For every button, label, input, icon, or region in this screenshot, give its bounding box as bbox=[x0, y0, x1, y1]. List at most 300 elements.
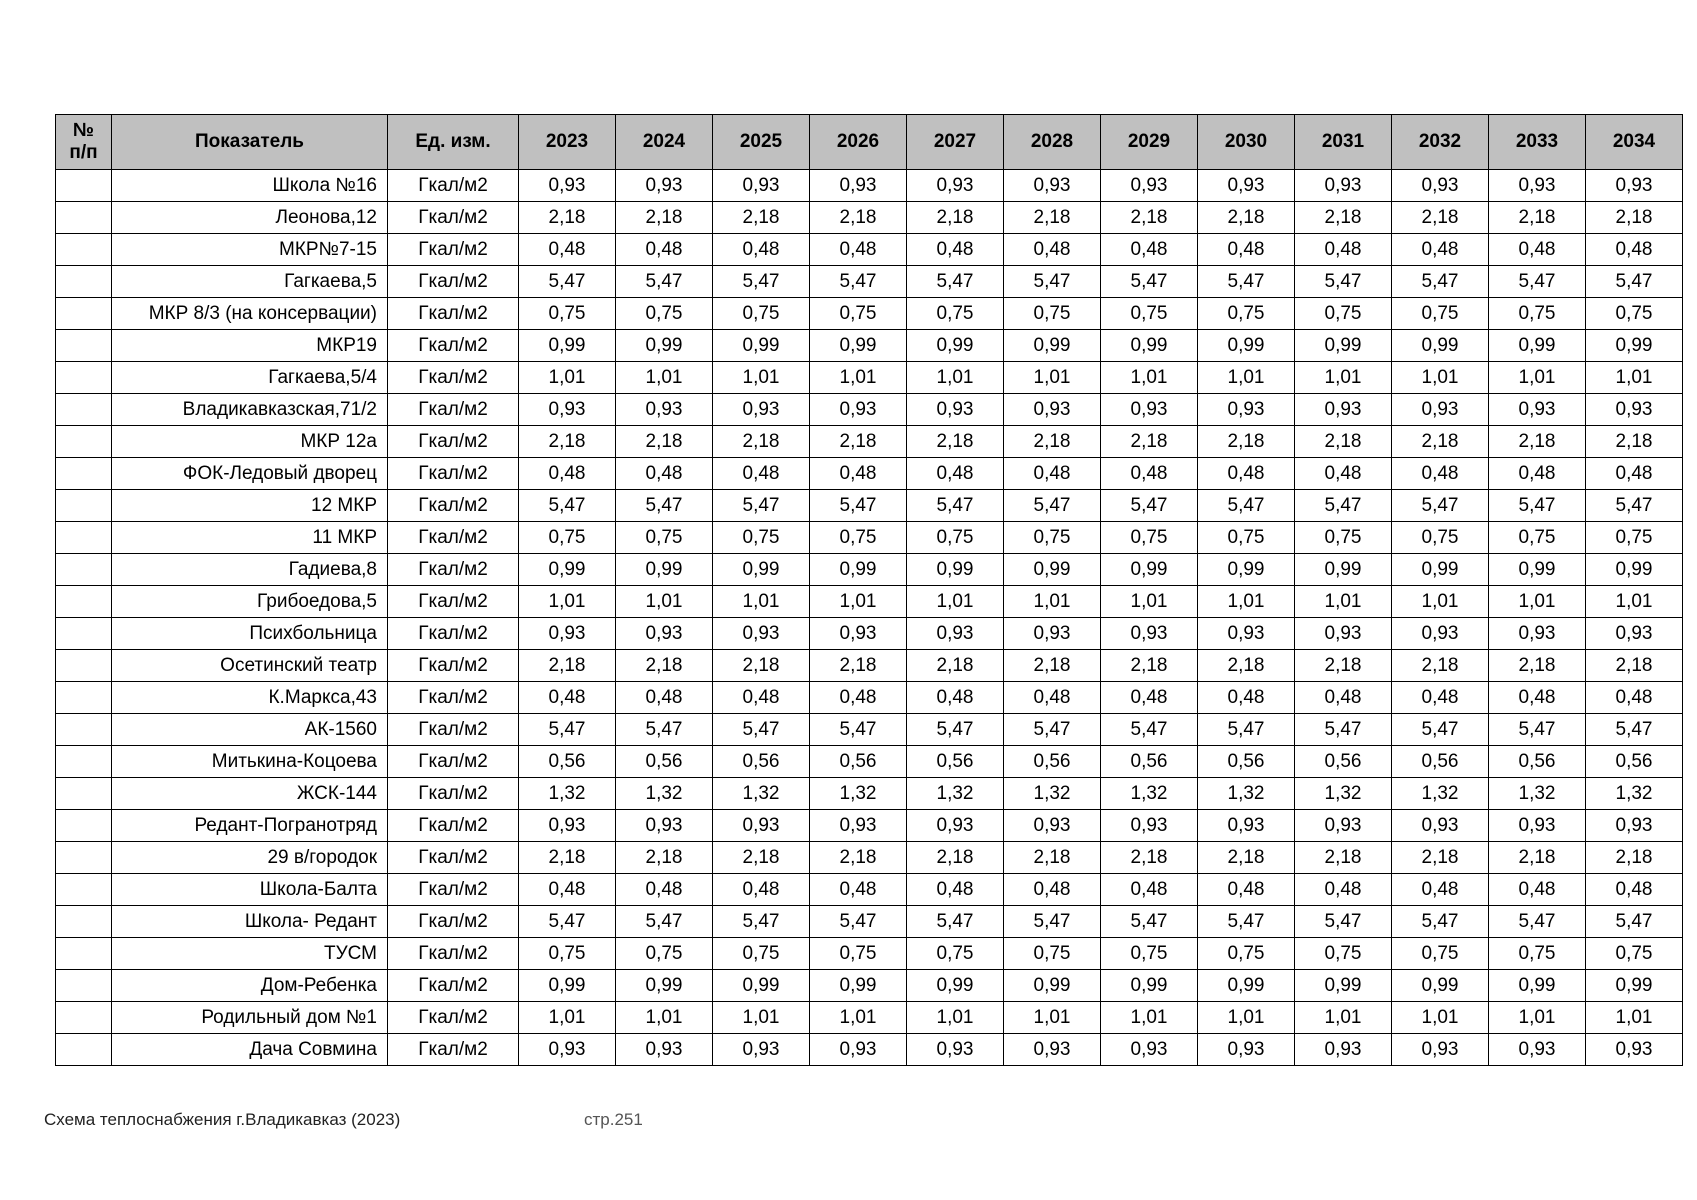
value-cell: 2,18 bbox=[713, 202, 810, 234]
value-cell: 2,18 bbox=[1101, 202, 1198, 234]
value-cell: 0,75 bbox=[1101, 522, 1198, 554]
unit-cell: Гкал/м2 bbox=[388, 682, 519, 714]
indicator-name-cell: ТУСМ bbox=[112, 938, 388, 970]
unit-cell: Гкал/м2 bbox=[388, 938, 519, 970]
value-cell: 2,18 bbox=[810, 202, 907, 234]
value-cell: 1,32 bbox=[1586, 778, 1683, 810]
value-cell: 0,93 bbox=[1198, 394, 1295, 426]
header-year: 2033 bbox=[1489, 115, 1586, 170]
indicator-name-cell: ФОК-Ледовый дворец bbox=[112, 458, 388, 490]
indicator-name-cell: МКР 8/3 (на консервации) bbox=[112, 298, 388, 330]
row-number-cell bbox=[56, 778, 112, 810]
unit-cell: Гкал/м2 bbox=[388, 1002, 519, 1034]
value-cell: 0,93 bbox=[1198, 170, 1295, 202]
value-cell: 0,93 bbox=[907, 394, 1004, 426]
value-cell: 0,93 bbox=[907, 170, 1004, 202]
value-cell: 2,18 bbox=[1101, 650, 1198, 682]
header-indicator: Показатель bbox=[112, 115, 388, 170]
value-cell: 0,99 bbox=[1004, 330, 1101, 362]
value-cell: 5,47 bbox=[1101, 266, 1198, 298]
indicator-name-cell: МКР19 bbox=[112, 330, 388, 362]
value-cell: 0,93 bbox=[1392, 170, 1489, 202]
value-cell: 0,48 bbox=[1489, 458, 1586, 490]
value-cell: 2,18 bbox=[907, 842, 1004, 874]
value-cell: 1,32 bbox=[907, 778, 1004, 810]
value-cell: 0,75 bbox=[907, 522, 1004, 554]
value-cell: 0,93 bbox=[519, 394, 616, 426]
value-cell: 0,93 bbox=[1198, 1034, 1295, 1066]
value-cell: 5,47 bbox=[1101, 490, 1198, 522]
unit-cell: Гкал/м2 bbox=[388, 650, 519, 682]
indicator-name-cell: Школа №16 bbox=[112, 170, 388, 202]
row-number-cell bbox=[56, 650, 112, 682]
value-cell: 0,99 bbox=[810, 970, 907, 1002]
row-number-cell bbox=[56, 554, 112, 586]
value-cell: 1,01 bbox=[1295, 1002, 1392, 1034]
value-cell: 1,01 bbox=[1489, 362, 1586, 394]
value-cell: 0,93 bbox=[1586, 618, 1683, 650]
value-cell: 2,18 bbox=[713, 842, 810, 874]
value-cell: 0,75 bbox=[1101, 298, 1198, 330]
value-cell: 0,99 bbox=[1295, 554, 1392, 586]
value-cell: 1,01 bbox=[810, 362, 907, 394]
value-cell: 0,99 bbox=[1295, 330, 1392, 362]
value-cell: 2,18 bbox=[1004, 650, 1101, 682]
value-cell: 0,75 bbox=[1489, 522, 1586, 554]
value-cell: 1,32 bbox=[1101, 778, 1198, 810]
value-cell: 5,47 bbox=[907, 266, 1004, 298]
value-cell: 0,48 bbox=[907, 874, 1004, 906]
value-cell: 0,93 bbox=[1392, 394, 1489, 426]
row-number-cell bbox=[56, 426, 112, 458]
value-cell: 2,18 bbox=[810, 426, 907, 458]
footer-document-title: Схема теплоснабжения г.Владикавказ (2023) bbox=[44, 1110, 401, 1129]
value-cell: 0,99 bbox=[1004, 970, 1101, 1002]
value-cell: 2,18 bbox=[1004, 426, 1101, 458]
value-cell: 5,47 bbox=[616, 490, 713, 522]
value-cell: 1,01 bbox=[713, 586, 810, 618]
row-number-cell bbox=[56, 170, 112, 202]
value-cell: 0,93 bbox=[616, 394, 713, 426]
value-cell: 0,75 bbox=[1586, 938, 1683, 970]
value-cell: 0,56 bbox=[1198, 746, 1295, 778]
table-row bbox=[56, 938, 1683, 970]
value-cell: 0,75 bbox=[907, 938, 1004, 970]
value-cell: 0,75 bbox=[1101, 938, 1198, 970]
value-cell: 0,93 bbox=[1586, 1034, 1683, 1066]
value-cell: 5,47 bbox=[810, 714, 907, 746]
value-cell: 5,47 bbox=[713, 490, 810, 522]
value-cell: 2,18 bbox=[1101, 842, 1198, 874]
header-year: 2027 bbox=[907, 115, 1004, 170]
value-cell: 1,01 bbox=[616, 586, 713, 618]
indicator-name-cell: Редант-Погранотряд bbox=[112, 810, 388, 842]
unit-cell: Гкал/м2 bbox=[388, 874, 519, 906]
value-cell: 2,18 bbox=[616, 842, 713, 874]
value-cell: 2,18 bbox=[519, 842, 616, 874]
value-cell: 2,18 bbox=[907, 202, 1004, 234]
value-cell: 0,75 bbox=[616, 938, 713, 970]
unit-cell: Гкал/м2 bbox=[388, 970, 519, 1002]
value-cell: 1,32 bbox=[713, 778, 810, 810]
value-cell: 5,47 bbox=[1489, 266, 1586, 298]
value-cell: 2,18 bbox=[616, 650, 713, 682]
value-cell: 5,47 bbox=[1004, 490, 1101, 522]
value-cell: 0,99 bbox=[1392, 330, 1489, 362]
indicator-name-cell: МКР№7-15 bbox=[112, 234, 388, 266]
value-cell: 0,75 bbox=[1586, 298, 1683, 330]
value-cell: 0,99 bbox=[1489, 970, 1586, 1002]
value-cell: 0,93 bbox=[810, 1034, 907, 1066]
table-row bbox=[56, 426, 1683, 458]
indicator-name-cell: Гадиева,8 bbox=[112, 554, 388, 586]
row-number-cell bbox=[56, 298, 112, 330]
value-cell: 0,56 bbox=[1101, 746, 1198, 778]
value-cell: 0,93 bbox=[713, 170, 810, 202]
unit-cell: Гкал/м2 bbox=[388, 586, 519, 618]
value-cell: 0,93 bbox=[810, 170, 907, 202]
header-year: 2032 bbox=[1392, 115, 1489, 170]
value-cell: 0,48 bbox=[519, 682, 616, 714]
value-cell: 0,75 bbox=[519, 938, 616, 970]
row-number-cell bbox=[56, 234, 112, 266]
value-cell: 0,48 bbox=[1198, 682, 1295, 714]
row-number-cell bbox=[56, 1002, 112, 1034]
unit-cell: Гкал/м2 bbox=[388, 394, 519, 426]
value-cell: 0,48 bbox=[810, 874, 907, 906]
value-cell: 0,48 bbox=[713, 234, 810, 266]
value-cell: 1,01 bbox=[1295, 586, 1392, 618]
value-cell: 0,75 bbox=[810, 938, 907, 970]
value-cell: 0,93 bbox=[1101, 1034, 1198, 1066]
value-cell: 5,47 bbox=[1295, 490, 1392, 522]
unit-cell: Гкал/м2 bbox=[388, 266, 519, 298]
indicator-name-cell: АК-1560 bbox=[112, 714, 388, 746]
value-cell: 0,93 bbox=[519, 1034, 616, 1066]
value-cell: 0,56 bbox=[616, 746, 713, 778]
value-cell: 5,47 bbox=[616, 266, 713, 298]
value-cell: 0,56 bbox=[519, 746, 616, 778]
unit-cell: Гкал/м2 bbox=[388, 170, 519, 202]
header-year: 2026 bbox=[810, 115, 907, 170]
value-cell: 1,01 bbox=[519, 586, 616, 618]
indicator-name-cell: Митькина-Коцоева bbox=[112, 746, 388, 778]
row-number-cell bbox=[56, 842, 112, 874]
value-cell: 0,93 bbox=[810, 810, 907, 842]
value-cell: 2,18 bbox=[907, 426, 1004, 458]
value-cell: 0,48 bbox=[1586, 874, 1683, 906]
value-cell: 0,48 bbox=[1101, 458, 1198, 490]
value-cell: 0,93 bbox=[1101, 810, 1198, 842]
indicator-name-cell: Гагкаева,5/4 bbox=[112, 362, 388, 394]
value-cell: 2,18 bbox=[1489, 426, 1586, 458]
value-cell: 2,18 bbox=[1198, 842, 1295, 874]
value-cell: 2,18 bbox=[1586, 650, 1683, 682]
value-cell: 1,01 bbox=[1101, 362, 1198, 394]
value-cell: 0,75 bbox=[713, 938, 810, 970]
value-cell: 0,48 bbox=[713, 682, 810, 714]
value-cell: 0,99 bbox=[1101, 330, 1198, 362]
row-number-cell bbox=[56, 266, 112, 298]
value-cell: 5,47 bbox=[810, 906, 907, 938]
value-cell: 0,93 bbox=[1101, 170, 1198, 202]
unit-cell: Гкал/м2 bbox=[388, 746, 519, 778]
value-cell: 0,75 bbox=[713, 298, 810, 330]
value-cell: 0,99 bbox=[1004, 554, 1101, 586]
value-cell: 0,99 bbox=[1586, 970, 1683, 1002]
value-cell: 2,18 bbox=[1295, 426, 1392, 458]
value-cell: 0,75 bbox=[1198, 298, 1295, 330]
value-cell: 5,47 bbox=[1295, 714, 1392, 746]
indicator-name-cell: Дача Совмина bbox=[112, 1034, 388, 1066]
row-number-cell bbox=[56, 874, 112, 906]
table-row bbox=[56, 490, 1683, 522]
table-row bbox=[56, 906, 1683, 938]
value-cell: 0,48 bbox=[810, 458, 907, 490]
value-cell: 0,99 bbox=[1392, 970, 1489, 1002]
value-cell: 0,93 bbox=[1489, 618, 1586, 650]
value-cell: 0,75 bbox=[1392, 522, 1489, 554]
value-cell: 5,47 bbox=[616, 714, 713, 746]
unit-cell: Гкал/м2 bbox=[388, 906, 519, 938]
value-cell: 0,93 bbox=[1101, 618, 1198, 650]
row-number-cell bbox=[56, 618, 112, 650]
value-cell: 5,47 bbox=[1198, 266, 1295, 298]
unit-cell: Гкал/м2 bbox=[388, 490, 519, 522]
value-cell: 0,99 bbox=[1586, 330, 1683, 362]
row-number-cell bbox=[56, 202, 112, 234]
value-cell: 5,47 bbox=[1392, 490, 1489, 522]
value-cell: 1,01 bbox=[616, 1002, 713, 1034]
value-cell: 0,48 bbox=[1101, 874, 1198, 906]
value-cell: 1,01 bbox=[1489, 586, 1586, 618]
value-cell: 5,47 bbox=[713, 266, 810, 298]
header-year: 2024 bbox=[616, 115, 713, 170]
value-cell: 0,93 bbox=[713, 394, 810, 426]
value-cell: 5,47 bbox=[907, 714, 1004, 746]
table-row bbox=[56, 394, 1683, 426]
value-cell: 0,56 bbox=[1489, 746, 1586, 778]
value-cell: 0,48 bbox=[616, 874, 713, 906]
value-cell: 0,93 bbox=[907, 1034, 1004, 1066]
value-cell: 0,48 bbox=[1004, 234, 1101, 266]
value-cell: 0,56 bbox=[1004, 746, 1101, 778]
header-unit: Ед. изм. bbox=[388, 115, 519, 170]
value-cell: 2,18 bbox=[1586, 426, 1683, 458]
row-number-cell bbox=[56, 362, 112, 394]
value-cell: 1,01 bbox=[1198, 362, 1295, 394]
value-cell: 0,93 bbox=[616, 810, 713, 842]
indicator-name-cell: Психбольница bbox=[112, 618, 388, 650]
value-cell: 0,93 bbox=[907, 810, 1004, 842]
header-year: 2029 bbox=[1101, 115, 1198, 170]
value-cell: 0,93 bbox=[616, 170, 713, 202]
value-cell: 0,48 bbox=[1489, 874, 1586, 906]
value-cell: 0,93 bbox=[616, 1034, 713, 1066]
value-cell: 2,18 bbox=[1295, 202, 1392, 234]
row-number-cell bbox=[56, 906, 112, 938]
table-row bbox=[56, 618, 1683, 650]
value-cell: 5,47 bbox=[1489, 490, 1586, 522]
header-num: № п/п bbox=[56, 115, 112, 170]
value-cell: 0,93 bbox=[519, 810, 616, 842]
value-cell: 0,99 bbox=[519, 330, 616, 362]
unit-cell: Гкал/м2 bbox=[388, 778, 519, 810]
value-cell: 0,75 bbox=[1392, 938, 1489, 970]
value-cell: 0,93 bbox=[519, 618, 616, 650]
value-cell: 0,48 bbox=[1295, 234, 1392, 266]
value-cell: 5,47 bbox=[519, 714, 616, 746]
value-cell: 5,47 bbox=[1586, 490, 1683, 522]
value-cell: 5,47 bbox=[519, 906, 616, 938]
value-cell: 0,48 bbox=[713, 458, 810, 490]
value-cell: 5,47 bbox=[810, 266, 907, 298]
value-cell: 0,93 bbox=[1489, 1034, 1586, 1066]
indicator-name-cell: 12 МКР bbox=[112, 490, 388, 522]
value-cell: 0,75 bbox=[1586, 522, 1683, 554]
value-cell: 0,48 bbox=[616, 682, 713, 714]
value-cell: 0,56 bbox=[907, 746, 1004, 778]
value-cell: 0,99 bbox=[1586, 554, 1683, 586]
value-cell: 0,75 bbox=[907, 298, 1004, 330]
indicator-name-cell: Осетинский театр bbox=[112, 650, 388, 682]
value-cell: 0,48 bbox=[810, 682, 907, 714]
value-cell: 0,48 bbox=[1004, 874, 1101, 906]
value-cell: 2,18 bbox=[1392, 650, 1489, 682]
value-cell: 0,48 bbox=[1004, 458, 1101, 490]
value-cell: 0,48 bbox=[1101, 682, 1198, 714]
value-cell: 5,47 bbox=[1198, 490, 1295, 522]
value-cell: 1,01 bbox=[1198, 586, 1295, 618]
value-cell: 0,99 bbox=[810, 330, 907, 362]
row-number-cell bbox=[56, 522, 112, 554]
value-cell: 0,93 bbox=[1004, 170, 1101, 202]
value-cell: 0,75 bbox=[1004, 298, 1101, 330]
value-cell: 0,48 bbox=[1392, 234, 1489, 266]
value-cell: 0,48 bbox=[1198, 458, 1295, 490]
value-cell: 1,01 bbox=[519, 1002, 616, 1034]
value-cell: 0,48 bbox=[1489, 682, 1586, 714]
table-row bbox=[56, 202, 1683, 234]
value-cell: 1,01 bbox=[1586, 586, 1683, 618]
table-row bbox=[56, 714, 1683, 746]
unit-cell: Гкал/м2 bbox=[388, 234, 519, 266]
value-cell: 0,99 bbox=[713, 554, 810, 586]
value-cell: 0,48 bbox=[1198, 874, 1295, 906]
value-cell: 0,99 bbox=[519, 554, 616, 586]
value-cell: 2,18 bbox=[1586, 202, 1683, 234]
indicator-name-cell: Гагкаева,5 bbox=[112, 266, 388, 298]
value-cell: 1,01 bbox=[907, 586, 1004, 618]
table-row bbox=[56, 266, 1683, 298]
value-cell: 0,93 bbox=[1004, 394, 1101, 426]
value-cell: 2,18 bbox=[1586, 842, 1683, 874]
value-cell: 0,75 bbox=[1489, 298, 1586, 330]
value-cell: 0,75 bbox=[713, 522, 810, 554]
table-row bbox=[56, 842, 1683, 874]
indicator-name-cell: Дом-Ребенка bbox=[112, 970, 388, 1002]
value-cell: 1,01 bbox=[1586, 1002, 1683, 1034]
value-cell: 5,47 bbox=[907, 906, 1004, 938]
table-row bbox=[56, 234, 1683, 266]
table-row bbox=[56, 458, 1683, 490]
value-cell: 5,47 bbox=[1295, 906, 1392, 938]
value-cell: 0,93 bbox=[1295, 394, 1392, 426]
value-cell: 0,48 bbox=[1392, 874, 1489, 906]
table-row bbox=[56, 1034, 1683, 1066]
value-cell: 0,48 bbox=[1004, 682, 1101, 714]
value-cell: 0,75 bbox=[1295, 522, 1392, 554]
value-cell: 0,99 bbox=[1101, 554, 1198, 586]
value-cell: 0,93 bbox=[1392, 1034, 1489, 1066]
value-cell: 5,47 bbox=[1586, 906, 1683, 938]
value-cell: 1,32 bbox=[1295, 778, 1392, 810]
indicator-name-cell: Школа- Редант bbox=[112, 906, 388, 938]
value-cell: 0,93 bbox=[1489, 394, 1586, 426]
row-number-cell bbox=[56, 970, 112, 1002]
value-cell: 0,75 bbox=[1198, 522, 1295, 554]
value-cell: 1,32 bbox=[1004, 778, 1101, 810]
table-row bbox=[56, 970, 1683, 1002]
heat-indicator-table bbox=[55, 114, 1683, 1066]
value-cell: 0,99 bbox=[713, 330, 810, 362]
value-cell: 5,47 bbox=[1101, 906, 1198, 938]
value-cell: 0,75 bbox=[1295, 938, 1392, 970]
value-cell: 5,47 bbox=[1489, 906, 1586, 938]
value-cell: 2,18 bbox=[1004, 202, 1101, 234]
value-cell: 0,99 bbox=[1489, 554, 1586, 586]
value-cell: 0,75 bbox=[1004, 938, 1101, 970]
value-cell: 5,47 bbox=[810, 490, 907, 522]
value-cell: 0,75 bbox=[1004, 522, 1101, 554]
value-cell: 0,48 bbox=[1392, 458, 1489, 490]
value-cell: 1,01 bbox=[907, 362, 1004, 394]
value-cell: 5,47 bbox=[1586, 714, 1683, 746]
table-row bbox=[56, 298, 1683, 330]
value-cell: 0,93 bbox=[810, 394, 907, 426]
value-cell: 0,93 bbox=[1295, 1034, 1392, 1066]
value-cell: 0,93 bbox=[616, 618, 713, 650]
table-row bbox=[56, 586, 1683, 618]
value-cell: 1,01 bbox=[1198, 1002, 1295, 1034]
indicator-name-cell: Школа-Балта bbox=[112, 874, 388, 906]
value-cell: 0,75 bbox=[1198, 938, 1295, 970]
row-number-cell bbox=[56, 714, 112, 746]
value-cell: 0,75 bbox=[519, 522, 616, 554]
value-cell: 0,93 bbox=[1004, 810, 1101, 842]
value-cell: 0,93 bbox=[519, 170, 616, 202]
value-cell: 0,93 bbox=[713, 810, 810, 842]
value-cell: 1,01 bbox=[616, 362, 713, 394]
unit-cell: Гкал/м2 bbox=[388, 298, 519, 330]
value-cell: 0,93 bbox=[1101, 394, 1198, 426]
value-cell: 1,01 bbox=[1392, 586, 1489, 618]
value-cell: 0,99 bbox=[907, 554, 1004, 586]
value-cell: 0,93 bbox=[1004, 618, 1101, 650]
header-year: 2025 bbox=[713, 115, 810, 170]
value-cell: 2,18 bbox=[1392, 842, 1489, 874]
value-cell: 5,47 bbox=[1004, 906, 1101, 938]
value-cell: 2,18 bbox=[810, 650, 907, 682]
value-cell: 0,48 bbox=[907, 458, 1004, 490]
row-number-cell bbox=[56, 458, 112, 490]
value-cell: 0,93 bbox=[1489, 170, 1586, 202]
value-cell: 1,32 bbox=[519, 778, 616, 810]
value-cell: 0,48 bbox=[1392, 682, 1489, 714]
value-cell: 5,47 bbox=[616, 906, 713, 938]
value-cell: 2,18 bbox=[1295, 650, 1392, 682]
value-cell: 0,99 bbox=[907, 330, 1004, 362]
